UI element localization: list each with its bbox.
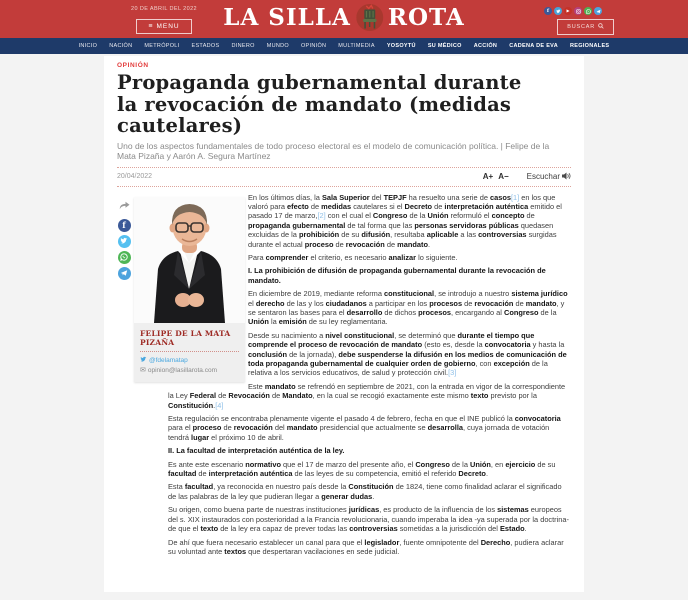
emphasis-text: convocatoria [514, 414, 561, 424]
article-subtitle: Uno de los aspectos fundamentales de todo proceso electoral es el modelo de comunicación política. | Felipe de la Mata Pizaña y Aarón A. Segura Martínez [117, 140, 550, 161]
emphasis-text: mandato [264, 381, 296, 391]
emphasis-text: Unión [427, 211, 449, 221]
body-text: de 1824, tiene como finalidad aclarar el significado de las palabras de la ley que pudieran llegar a [168, 482, 562, 501]
body-text: , ya reconocida en nuestro país desde la [213, 482, 349, 492]
body-text: de [432, 201, 445, 211]
body-text: . [524, 524, 527, 534]
body-text: de [333, 239, 346, 249]
body-text: del [272, 423, 287, 433]
body-text: y hasta la [530, 340, 565, 350]
body-text: Desde su nacimiento a [248, 330, 326, 340]
emphasis-text: controversias [478, 230, 527, 240]
body-text: a participar en los [366, 298, 430, 308]
footnote-link[interactable]: [2] [317, 211, 326, 221]
body-text: de dichos [382, 307, 419, 317]
emphasis-text: medidas [321, 201, 352, 211]
emphasis-text: excepción [493, 359, 530, 368]
nav-item-yosoytu[interactable]: YOSOYTÚ [386, 43, 416, 49]
publish-date: 20/04/2022 [117, 173, 153, 180]
emphasis-text: comprender [265, 252, 309, 262]
footnote-link[interactable]: [3] [448, 368, 457, 378]
site-logo[interactable] [223, 4, 464, 31]
whatsapp-icon[interactable] [584, 7, 592, 15]
body-text: Esta regulación se encontraba plenamente vigente el pasado 4 de febrero, fecha en que el INE publicó la [168, 414, 515, 424]
telegram-share-icon[interactable] [118, 267, 131, 280]
body-text: de su [339, 230, 362, 240]
article-paragraph [168, 482, 571, 501]
emphasis-text: propaganda gubernamental [248, 220, 346, 230]
article-paragraph [168, 460, 571, 479]
body-text: , encargando al [450, 307, 504, 317]
emphasis-text: concepto [491, 211, 525, 221]
emphasis-text: debe suspenderse la difusión en los medios de comunicación de toda propaganda gubernamental de cualquier orden de gobierno [248, 349, 567, 368]
body-text: previsto por la [488, 391, 537, 401]
emphasis-text: revocación [233, 423, 273, 433]
body-text: de [462, 298, 475, 308]
emphasis-text: procesos [429, 298, 463, 308]
article-card [104, 56, 584, 592]
article-meta-row [117, 167, 571, 187]
footnote-link[interactable]: [1] [510, 192, 520, 202]
whatsapp-share-icon[interactable] [118, 251, 131, 264]
body-text: el próximo 10 de abril. [209, 432, 284, 442]
emphasis-text: Congreso [372, 211, 408, 221]
share-icon[interactable] [119, 197, 130, 215]
body-text: . [485, 469, 489, 479]
nav-item-inicio[interactable]: INICIO [78, 43, 98, 49]
body-text: de [524, 211, 535, 221]
nav-item-opinion[interactable]: OPINIÓN [300, 43, 327, 49]
article-paragraph [168, 505, 571, 533]
body-text: , cuya jornada de votación tendrá [168, 423, 550, 442]
body-text: sometidas a la jurisdicción del [397, 524, 500, 534]
body-text: de la relativa a los servicios educativos, de salud y protección civil. [248, 359, 548, 378]
body-text: el criterio, es necesario [308, 252, 389, 262]
body-text: que el 17 de marzo del presente año, el [280, 459, 416, 469]
body-text: surgidas durante el actual [248, 230, 557, 249]
body-text: que despertaran vacilaciones en sede judicial. [246, 546, 400, 556]
body-text: , se introdujo a nuestro [434, 289, 512, 299]
body-text: ha resuelto una serie de [406, 192, 490, 202]
body-text: cautelares si el [351, 201, 405, 211]
emphasis-text: Decreto [404, 201, 433, 211]
body-text: el [248, 298, 256, 308]
body-text: reformuló el [448, 211, 492, 221]
body-text: presidencial que actualmente se [317, 423, 428, 433]
font-decrease-button[interactable]: A− [498, 172, 509, 181]
body-text: de [196, 469, 209, 479]
nav-item-dinero[interactable]: DINERO [231, 43, 255, 49]
body-text: (esto es, desde la [422, 340, 485, 350]
body-text: en los que valoró para [248, 192, 556, 211]
search-button[interactable] [557, 19, 614, 35]
body-text: , resultaba [390, 230, 427, 240]
body-text: Es ante este escenario [168, 459, 246, 469]
body-text: de [513, 298, 526, 308]
body-text: En los últimos días, la [248, 192, 322, 202]
menu-button[interactable] [136, 19, 191, 34]
broken-chair-icon [356, 4, 383, 31]
body-text: de la [449, 459, 470, 469]
emphasis-text: sistemas [497, 505, 529, 515]
body-text: de [384, 239, 398, 249]
footnote-link[interactable]: [4] [215, 400, 224, 410]
body-text: de su ley reglamentaria. [306, 317, 388, 327]
emphasis-text: durante el tiempo que comprende el proceso de revocación de mandato [248, 330, 535, 350]
body-text: , fuente omnipotente del [399, 537, 481, 547]
menu-label: MENU [156, 23, 180, 30]
content-background [0, 54, 688, 592]
logo-text-left: LA SILLA [223, 4, 351, 31]
body-text: I. La prohibición de difusión de propaganda gubernamental durante la revocación de mandato. [248, 266, 546, 285]
body-text: de la ley era capaz de prever todas las [218, 524, 350, 534]
emphasis-text: proceso [304, 239, 334, 249]
author-email-link[interactable] [140, 366, 239, 375]
instagram-icon[interactable] [574, 7, 582, 15]
emphasis-text: nivel constitucional [325, 330, 395, 340]
main-nav [0, 38, 688, 54]
emphasis-text: desarrollo [346, 307, 383, 317]
author-email-text: opinion@lasillarota.com [147, 366, 217, 374]
emphasis-text: legislador [364, 537, 400, 547]
search-icon [598, 23, 604, 31]
emphasis-text: Constitución [348, 482, 394, 492]
author-photo [134, 197, 245, 323]
twitter-share-icon[interactable] [118, 235, 131, 248]
meta-actions [483, 172, 571, 182]
emphasis-text: jurídicas [348, 505, 380, 515]
body-text: con el cual el [325, 211, 373, 221]
emphasis-text: procesos [418, 307, 451, 317]
body-text: de la [407, 211, 428, 221]
emphasis-text: Congreso [503, 307, 539, 317]
logo-text-right: ROTA [387, 4, 465, 31]
body-text: , en la cual se recogió exactamente este mismo [312, 391, 471, 401]
emphasis-text: proceso [192, 423, 222, 433]
emphasis-text: desarrolla [427, 423, 464, 433]
emphasis-text: revocación [345, 239, 385, 249]
nav-item-cadena-de-eva[interactable]: CADENA DE EVA [509, 43, 559, 49]
nav-item-regionales[interactable]: REGIONALES [570, 43, 610, 49]
emphasis-text: sistema jurídico [511, 289, 568, 299]
emphasis-text: Unión [469, 459, 491, 469]
emphasis-text: Sala Superior [321, 192, 370, 202]
body-text: de [216, 391, 229, 401]
body-text: de tal forma que las [345, 220, 415, 230]
emphasis-text: interpretación auténtica [444, 201, 529, 211]
emphasis-text: facultad [184, 482, 214, 492]
emphasis-text: TEPJF [383, 192, 407, 202]
listen-button[interactable] [527, 172, 571, 182]
article-paragraph [168, 414, 571, 442]
twitter-icon[interactable] [554, 7, 562, 15]
body-text: del [369, 192, 384, 202]
emphasis-text: interpretación auténtica [208, 469, 293, 479]
emphasis-text: Mandato [282, 391, 313, 401]
body-text: , con [475, 359, 494, 368]
emphasis-text: prohibición [298, 230, 340, 240]
emphasis-text: controversias [349, 524, 398, 534]
emphasis-text: texto [470, 391, 489, 401]
nav-item-estados[interactable]: ESTADOS [191, 43, 220, 49]
author-card [134, 197, 245, 382]
article-heading [168, 446, 571, 455]
emphasis-text: Unión [248, 317, 269, 327]
emphasis-text: ciudadanos [325, 298, 367, 308]
body-text: de las leyes de su competencia, emitió el referido [292, 469, 459, 479]
author-twitter-handle: @fdelamatap [149, 357, 188, 364]
twitter-bird-icon [140, 356, 147, 366]
author-info [134, 323, 245, 382]
emphasis-text: aplicable [426, 230, 459, 240]
emphasis-text: textos [224, 546, 247, 556]
emphasis-text: efecto [287, 201, 309, 211]
header-left [116, 6, 212, 34]
speaker-icon [562, 172, 571, 182]
body-text: . [372, 491, 375, 501]
emphasis-text: constitucional [383, 289, 435, 299]
author-divider [140, 351, 239, 352]
body-text: de [269, 391, 283, 401]
emphasis-text: Derecho [480, 537, 511, 547]
envelope-icon: ✉ [140, 366, 146, 374]
article-paragraph [168, 538, 571, 557]
body-text: para el [168, 423, 193, 433]
nav-item-metropoli[interactable]: METRÓPOLI [144, 43, 180, 49]
body-text: de la jornada), [287, 349, 339, 359]
article-title: Propaganda gubernamental durante la revocación de mandato (medidas cautelares) [117, 71, 522, 137]
emphasis-text: mandato [397, 239, 428, 249]
emphasis-text: conclusión [248, 349, 288, 359]
social-icons [544, 7, 602, 15]
body-text: . [427, 239, 431, 249]
body-text: En diciembre de 2019, mediante reforma [248, 289, 384, 299]
facebook-icon[interactable]: f [544, 7, 552, 15]
emphasis-text: Constitución [168, 400, 214, 410]
body-text: de su [535, 459, 556, 469]
section-label[interactable]: OPINIÓN [117, 62, 149, 69]
emphasis-text: derecho [255, 298, 285, 308]
emphasis-text: facultad [168, 469, 197, 479]
facebook-share-icon[interactable]: f [118, 219, 131, 232]
body-text: emitido el pasado 17 de marzo, [248, 201, 562, 221]
emphasis-text: generar dudas [321, 491, 373, 501]
article-body [122, 187, 571, 557]
youtube-icon[interactable]: ▶ [564, 7, 572, 15]
body-text: Su origen, como buena parte de nuestras instituciones [168, 505, 349, 515]
nav-item-mundo[interactable]: MUNDO [266, 43, 289, 49]
listen-label: Escuchar [526, 172, 560, 181]
body-text: de las y los [284, 298, 326, 308]
body-text: , es producto de la influencia de los [379, 505, 498, 515]
site-date: 20 DE ABRIL DEL 2022 [131, 6, 197, 12]
emphasis-text: Congreso [415, 459, 450, 469]
share-rail [117, 197, 131, 382]
emphasis-text: analizar [388, 252, 417, 262]
nav-item-su-medico[interactable]: SU MÉDICO [427, 43, 462, 49]
site-header [0, 0, 688, 38]
author-name: FELIPE DE LA MATA PIZAÑA [140, 328, 231, 347]
body-text: la [268, 317, 279, 327]
nav-item-multimedia[interactable]: MULTIMEDIA [338, 43, 375, 49]
emphasis-text: convocatoria [484, 340, 531, 350]
font-increase-button[interactable]: A+ [482, 172, 494, 181]
body-text: de la [538, 307, 557, 317]
body-text: de [221, 423, 234, 433]
emphasis-text: normativo [245, 459, 281, 469]
telegram-icon[interactable] [594, 7, 602, 15]
body-text: Para [248, 252, 266, 262]
body-text: De ahí que fuera necesario establecer un canal para que el [168, 537, 365, 547]
body-text: lo siguiente. [416, 252, 458, 262]
body-text: , pudiera aclarar su voluntad ante [168, 537, 564, 556]
body-text: . [213, 400, 216, 410]
emphasis-text: texto [200, 524, 219, 534]
emphasis-text: mandato [525, 298, 557, 308]
search-label: BUSCAR [567, 24, 595, 30]
body-text: Esta [168, 482, 185, 492]
author-rail [117, 197, 245, 382]
body-text: , y se sentaron las bases para el [248, 298, 565, 317]
body-text: , se determinó que [394, 330, 458, 340]
author-twitter-link[interactable] [140, 356, 239, 366]
emphasis-text: Revocación [228, 391, 270, 401]
emphasis-text: Estado [499, 524, 525, 534]
hamburger-icon: ≡ [148, 23, 154, 30]
nav-item-accion[interactable]: ACCIÓN [473, 43, 498, 49]
emphasis-text: ejercicio [505, 459, 536, 469]
body-text: europeos del s. XIX instaurados con posterioridad a la Francia revolucionaria, cuando imperaba la idea -ya superada por la doctrina- de que el [168, 505, 569, 534]
emphasis-text: casos [490, 192, 511, 202]
body-text: Este [248, 381, 265, 391]
emphasis-text: Federal [189, 391, 217, 401]
emphasis-text: Decreto [458, 469, 486, 479]
body-text: de [308, 201, 322, 211]
emphasis-text: difusión [361, 230, 391, 240]
body-text: quedasen excluidas de la [248, 220, 554, 240]
emphasis-text: emisión [278, 317, 307, 327]
body-text: se refrendó en septiembre de 2021, con la entrada en vigor de la correspondiente la Ley [168, 381, 566, 401]
emphasis-text: mandato [286, 423, 318, 433]
body-text: a las [458, 230, 479, 240]
emphasis-text: revocación [474, 298, 514, 308]
nav-item-nacion[interactable]: NACIÓN [109, 43, 133, 49]
emphasis-text: lugar [191, 432, 210, 442]
body-text: , en [490, 459, 506, 469]
emphasis-text: personas servidoras públicas [414, 220, 519, 230]
body-text: II. La facultad de interpretación auténtica de la ley. [168, 446, 345, 456]
article-paragraph [168, 382, 571, 410]
